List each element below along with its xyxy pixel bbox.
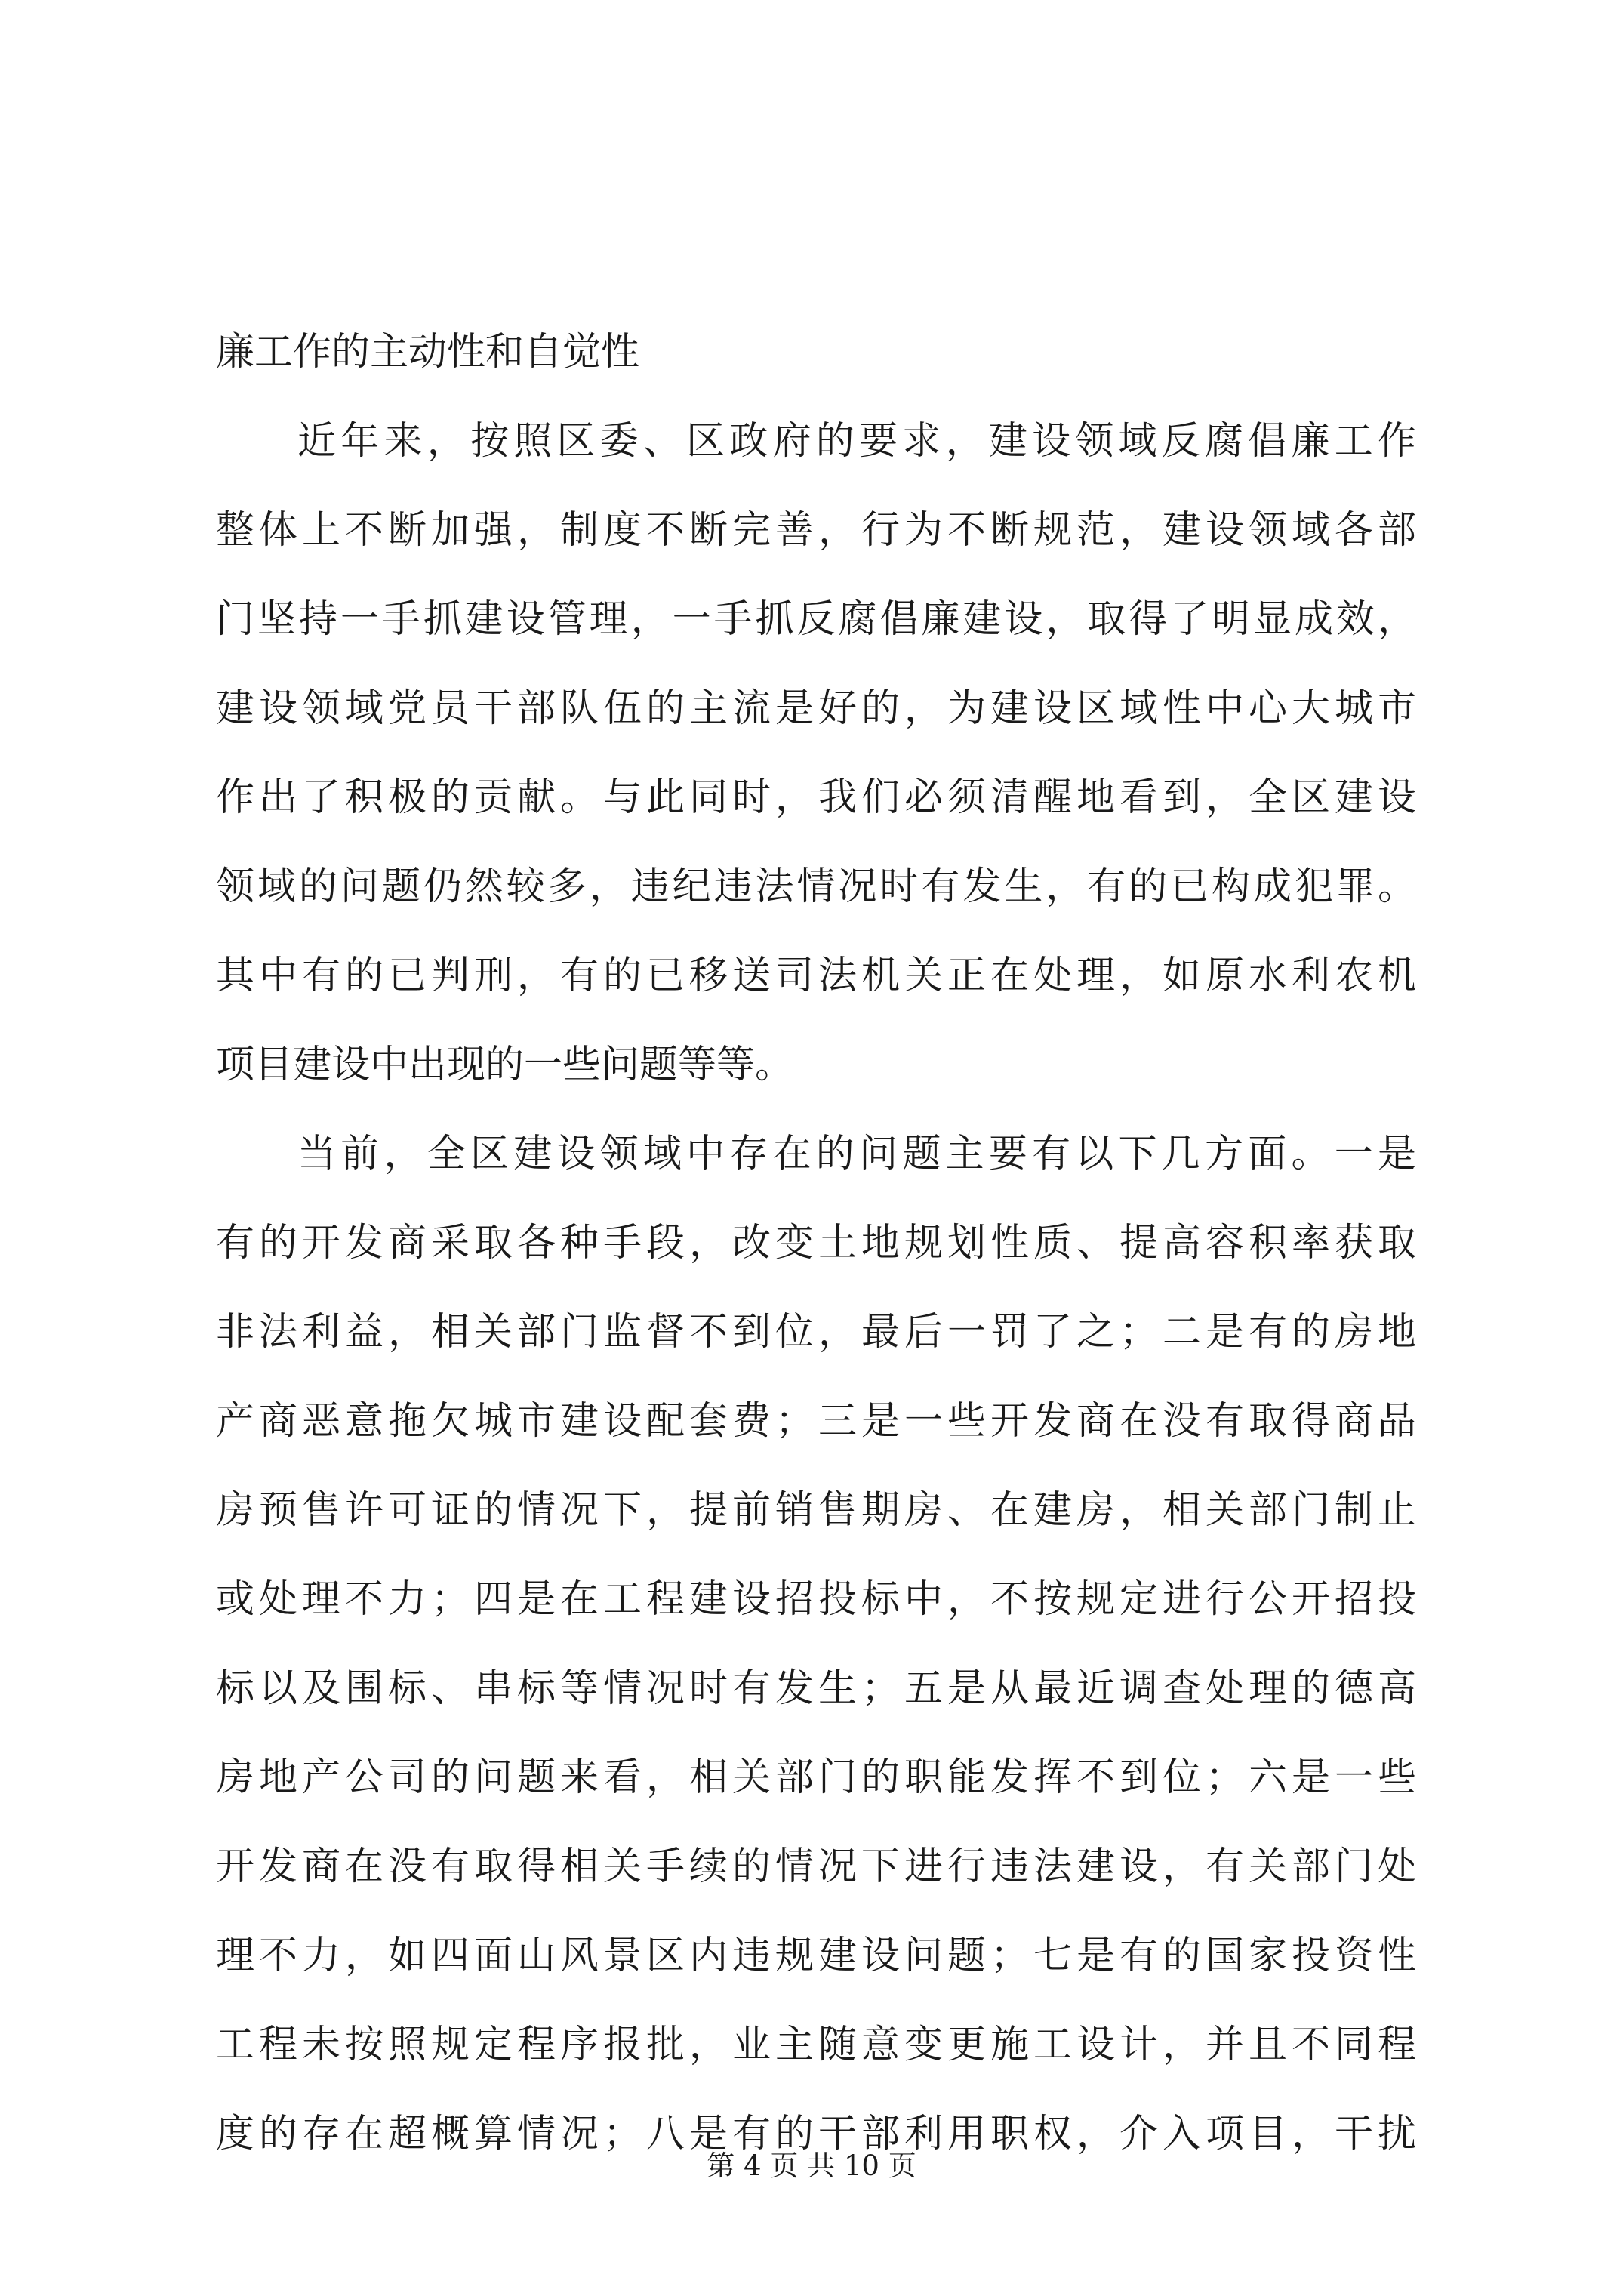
text-line: 或处理不力；四是在工程建设招投标中，不按规定进行公开招投 (216, 1577, 1416, 1622)
text-line: 其中有的已判刑，有的已移送司法机关正在处理，如原水利农机 (216, 954, 1416, 998)
document-body (216, 308, 1416, 2179)
text-line: 工程未按照规定程序报批，业主随意变更施工设计，并且不同程 (216, 2023, 1416, 2067)
text-line: 领域的问题仍然较多，违纪违法情况时有发生，有的已构成犯罪。 (216, 864, 1416, 909)
text-line: 整体上不断加强，制度不断完善，行为不断规范，建设领域各部 (216, 508, 1416, 553)
text-line: 度的存在超概算情况；八是有的干部利用职权，介入项目，干扰 (216, 2112, 1416, 2156)
text-line: 理不力，如四面山风景区内违规建设问题；七是有的国家投资性 (216, 1934, 1416, 1978)
text-line: 项目建设中出现的一些问题等等。 (216, 1043, 794, 1087)
text-line: 作出了积极的贡献。与此同时，我们必须清醒地看到，全区建设 (216, 775, 1416, 820)
text-line: 标以及围标、串标等情况时有发生；五是从最近调查处理的德高 (216, 1666, 1416, 1711)
text-line: 建设领域党员干部队伍的主流是好的，为建设区域性中心大城市 (216, 686, 1416, 731)
text-line: 房地产公司的问题来看，相关部门的职能发挥不到位；六是一些 (216, 1755, 1416, 1800)
paragraph-first-line: 近年来，按照区委、区政府的要求，建设领域反腐倡廉工作 (297, 419, 1416, 464)
text-line: 门坚持一手抓建设管理，一手抓反腐倡廉建设，取得了明显成效， (216, 597, 1416, 642)
text-line: 房预售许可证的情况下，提前销售期房、在建房，相关部门制止 (216, 1488, 1416, 1533)
text-line: 有的开发商采取各种手段，改变土地规划性质、提高容积率获取 (216, 1221, 1416, 1265)
text-line: 廉工作的主动性和自觉性 (216, 330, 640, 374)
text-line: 非法利益，相关部门监督不到位，最后一罚了之；二是有的房地 (216, 1310, 1416, 1354)
text-line: 开发商在没有取得相关手续的情况下进行违法建设，有关部门处 (216, 1845, 1416, 1889)
paragraph-first-line: 当前，全区建设领域中存在的问题主要有以下几方面。一是 (297, 1132, 1416, 1176)
page-number-footer: 第 4 页 共 10 页 (707, 2150, 916, 2182)
text-line: 产商恶意拖欠城市建设配套费；三是一些开发商在没有取得商品 (216, 1399, 1416, 1444)
